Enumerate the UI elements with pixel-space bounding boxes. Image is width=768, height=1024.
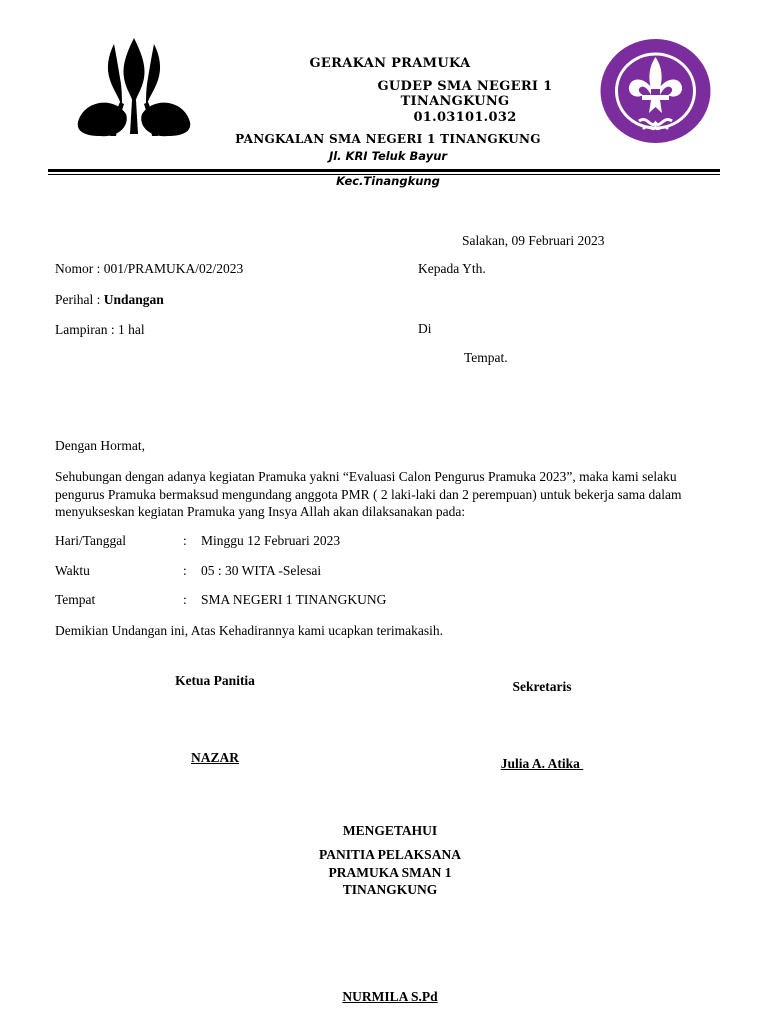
org-line: PANITIA PELAKSANA <box>319 847 461 862</box>
mengetahui-heading: MENGETAHUI <box>342 823 438 838</box>
subject-label: Perihal : <box>55 292 104 307</box>
gudep-line2: TINANGKUNG <box>400 94 510 109</box>
signature-final-name: NURMILA S.Pd <box>342 989 438 1004</box>
gudep-code: 01.03101.032 <box>413 110 517 125</box>
place-date: Salakan, 09 Februari 2023 <box>462 233 605 248</box>
body-paragraph <box>55 468 725 521</box>
pangkalan-title: PANGKALAN SMA NEGERI 1 TINANGKUNG <box>235 132 541 146</box>
detail-value: SMA NEGERI 1 TINANGKUNG <box>201 592 387 607</box>
tunas-kelapa-logo <box>74 36 194 140</box>
body-line: Sehubungan dengan adanya kegiatan Pramuka yakni “Evaluasi Calon Pengurus Pramuka 2023”, maka kami selaku <box>55 469 677 484</box>
address-line1: Jl. KRI Teluk Bayur <box>328 149 448 163</box>
signature-right-title: Sekretaris <box>512 679 572 694</box>
subject-value: Undangan <box>103 292 164 307</box>
detail-sep: : <box>183 533 187 548</box>
address-line2: Kec.Tinangkung <box>336 174 440 188</box>
letter-number: Nomor : 001/PRAMUKA/02/2023 <box>55 261 244 276</box>
recipient-place: Tempat. <box>464 350 508 365</box>
header-rule-thick <box>48 169 720 172</box>
attachment-line: Lampiran : 1 hal <box>55 322 145 337</box>
org-line: TINANGKUNG <box>342 882 438 897</box>
detail-value: Minggu 12 Februari 2023 <box>201 533 341 548</box>
org-line: PRAMUKA SMAN 1 <box>328 864 452 880</box>
closing-line: Demikian Undangan ini, Atas Kehadirannya kami ucapkan terimakasih. <box>55 623 444 638</box>
detail-value: 05 : 30 WITA -Selesai <box>201 563 322 578</box>
detail-label: Tempat <box>55 592 96 607</box>
signature-left-title: Ketua Panitia <box>175 673 255 688</box>
org-block <box>290 846 490 899</box>
detail-label: Waktu <box>55 563 90 578</box>
salutation: Dengan Hormat, <box>55 438 145 453</box>
body-line: menyukseskan kegiatan Pramuka yang Insya Allah akan dilaksanakan pada: <box>55 504 466 519</box>
detail-sep: : <box>183 592 187 607</box>
scout-emblem-logo <box>599 37 712 145</box>
org-title: GERAKAN PRAMUKA <box>309 56 471 71</box>
detail-label: Hari/Tanggal <box>55 533 127 548</box>
subject-line <box>55 292 164 308</box>
signature-right-name: Julia A. Atika <box>500 756 584 771</box>
recipient-di: Di <box>418 321 432 336</box>
gudep-line1: GUDEP SMA NEGERI 1 <box>377 79 553 94</box>
detail-sep: : <box>183 563 187 578</box>
body-line: pengurus Pramuka bermaksud mengundang anggota PMR ( 2 laki-laki dan 2 perempuan) untuk bekerja sama dalam <box>55 486 682 502</box>
recipient-line: Kepada Yth. <box>418 261 486 276</box>
signature-left-name: NAZAR <box>190 750 239 765</box>
